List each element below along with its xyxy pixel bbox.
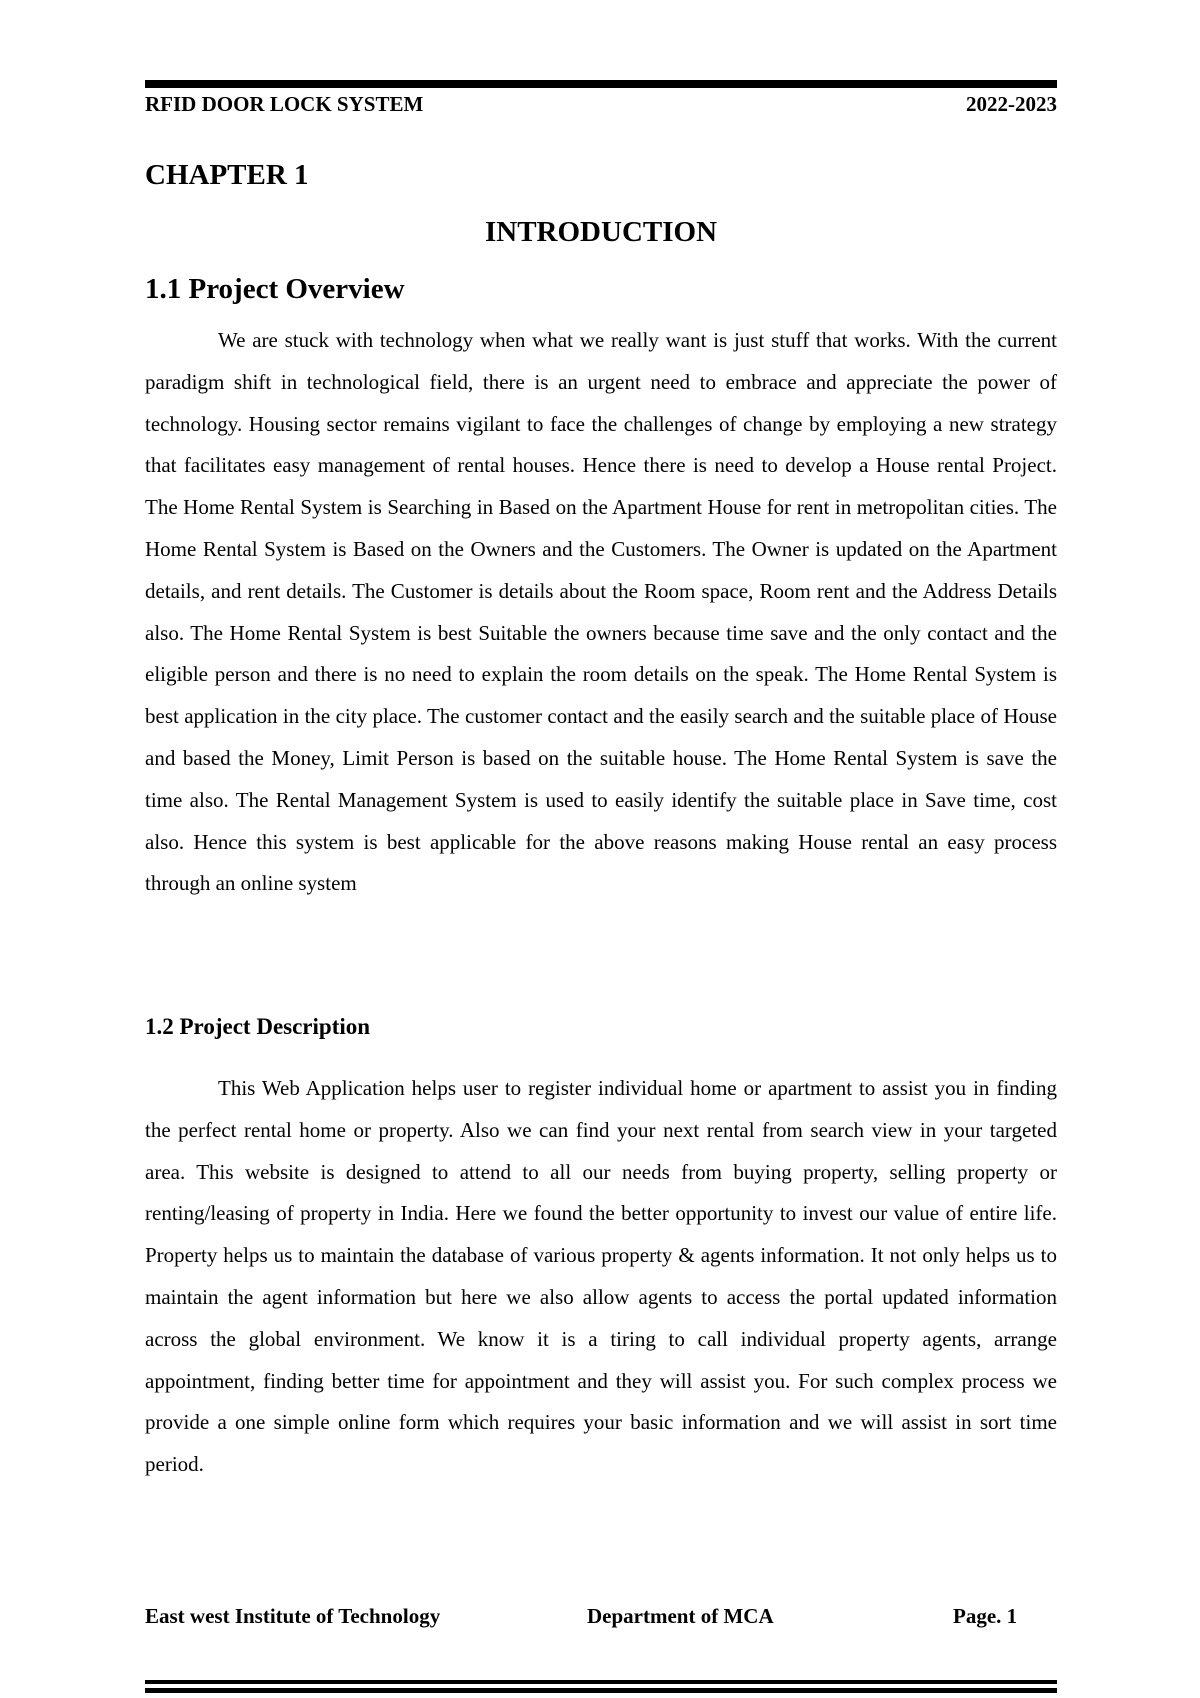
footer-rule-thick	[145, 1688, 1057, 1693]
header-title: RFID DOOR LOCK SYSTEM	[145, 92, 424, 116]
section-paragraph-overview: We are stuck with technology when what we really want is just stuff that works. With the current paradigm shift in technological field, there is an urgent need to embrace and appreciate the power of technology. Housing sector remains vigilant to face the challenges of change by employing a new strategy that facilitates easy management of rental houses. Hence there is need to develop a House rental Project. The Home Rental System is Searching in Based on the Apartment House for rent in metropolitan cities. The Home Rental System is Based on the Owners and the Customers. The Owner is updated on the Apartment details, and rent details. The Customer is details about the Room space, Room rent and the Address Details also. The Home Rental System is best Suitable the owners because time save and the only contact and the eligible person and there is no need to explain the room details on the speak. The Home Rental System is best application in the city place. The customer contact and the easily search and the suitable place of House and based the Money, Limit Person is based on the suitable house. The Home Rental System is save the time also. The Rental Management System is used to easily identify the suitable place in Save time, cost also. Hence this system is best applicable for the above reasons making House rental an easy process through an online system	[145, 328, 1057, 896]
running-footer	[145, 1604, 1057, 1634]
chapter-title: INTRODUCTION	[484, 216, 718, 248]
header-rule	[145, 80, 1057, 88]
chapter-label: CHAPTER 1	[145, 159, 309, 191]
running-header	[145, 92, 1057, 120]
footer-page-number: Page. 1	[953, 1604, 1018, 1628]
section-heading-description: 1.2 Project Description	[145, 1014, 371, 1039]
footer-institute: East west Institute of Technology	[145, 1604, 441, 1628]
footer-rule-thin	[145, 1680, 1057, 1684]
header-year: 2022-2023	[966, 92, 1057, 116]
section-paragraph-description: This Web Application helps user to register individual home or apartment to assist you in finding the perfect rental home or property. Also we can find your next rental from search view in your targeted area. This website is designed to attend to all our needs from buying property, selling property or renting/leasing of property in India. Here we found the better opportunity to invest our value of entire life. Property helps us to maintain the database of various property & agents information. It not only helps us to maintain the agent information but here we also allow agents to access the portal updated information across the global environment. We know it is a tiring to call individual property agents, arrange appointment, finding better time for appointment and they will assist you. For such complex process we provide a one simple online form which requires your basic information and we will assist in sort time period.	[145, 1076, 1057, 1477]
section-heading-overview: 1.1 Project Overview	[145, 273, 405, 305]
footer-department: Department of MCA	[587, 1604, 774, 1628]
